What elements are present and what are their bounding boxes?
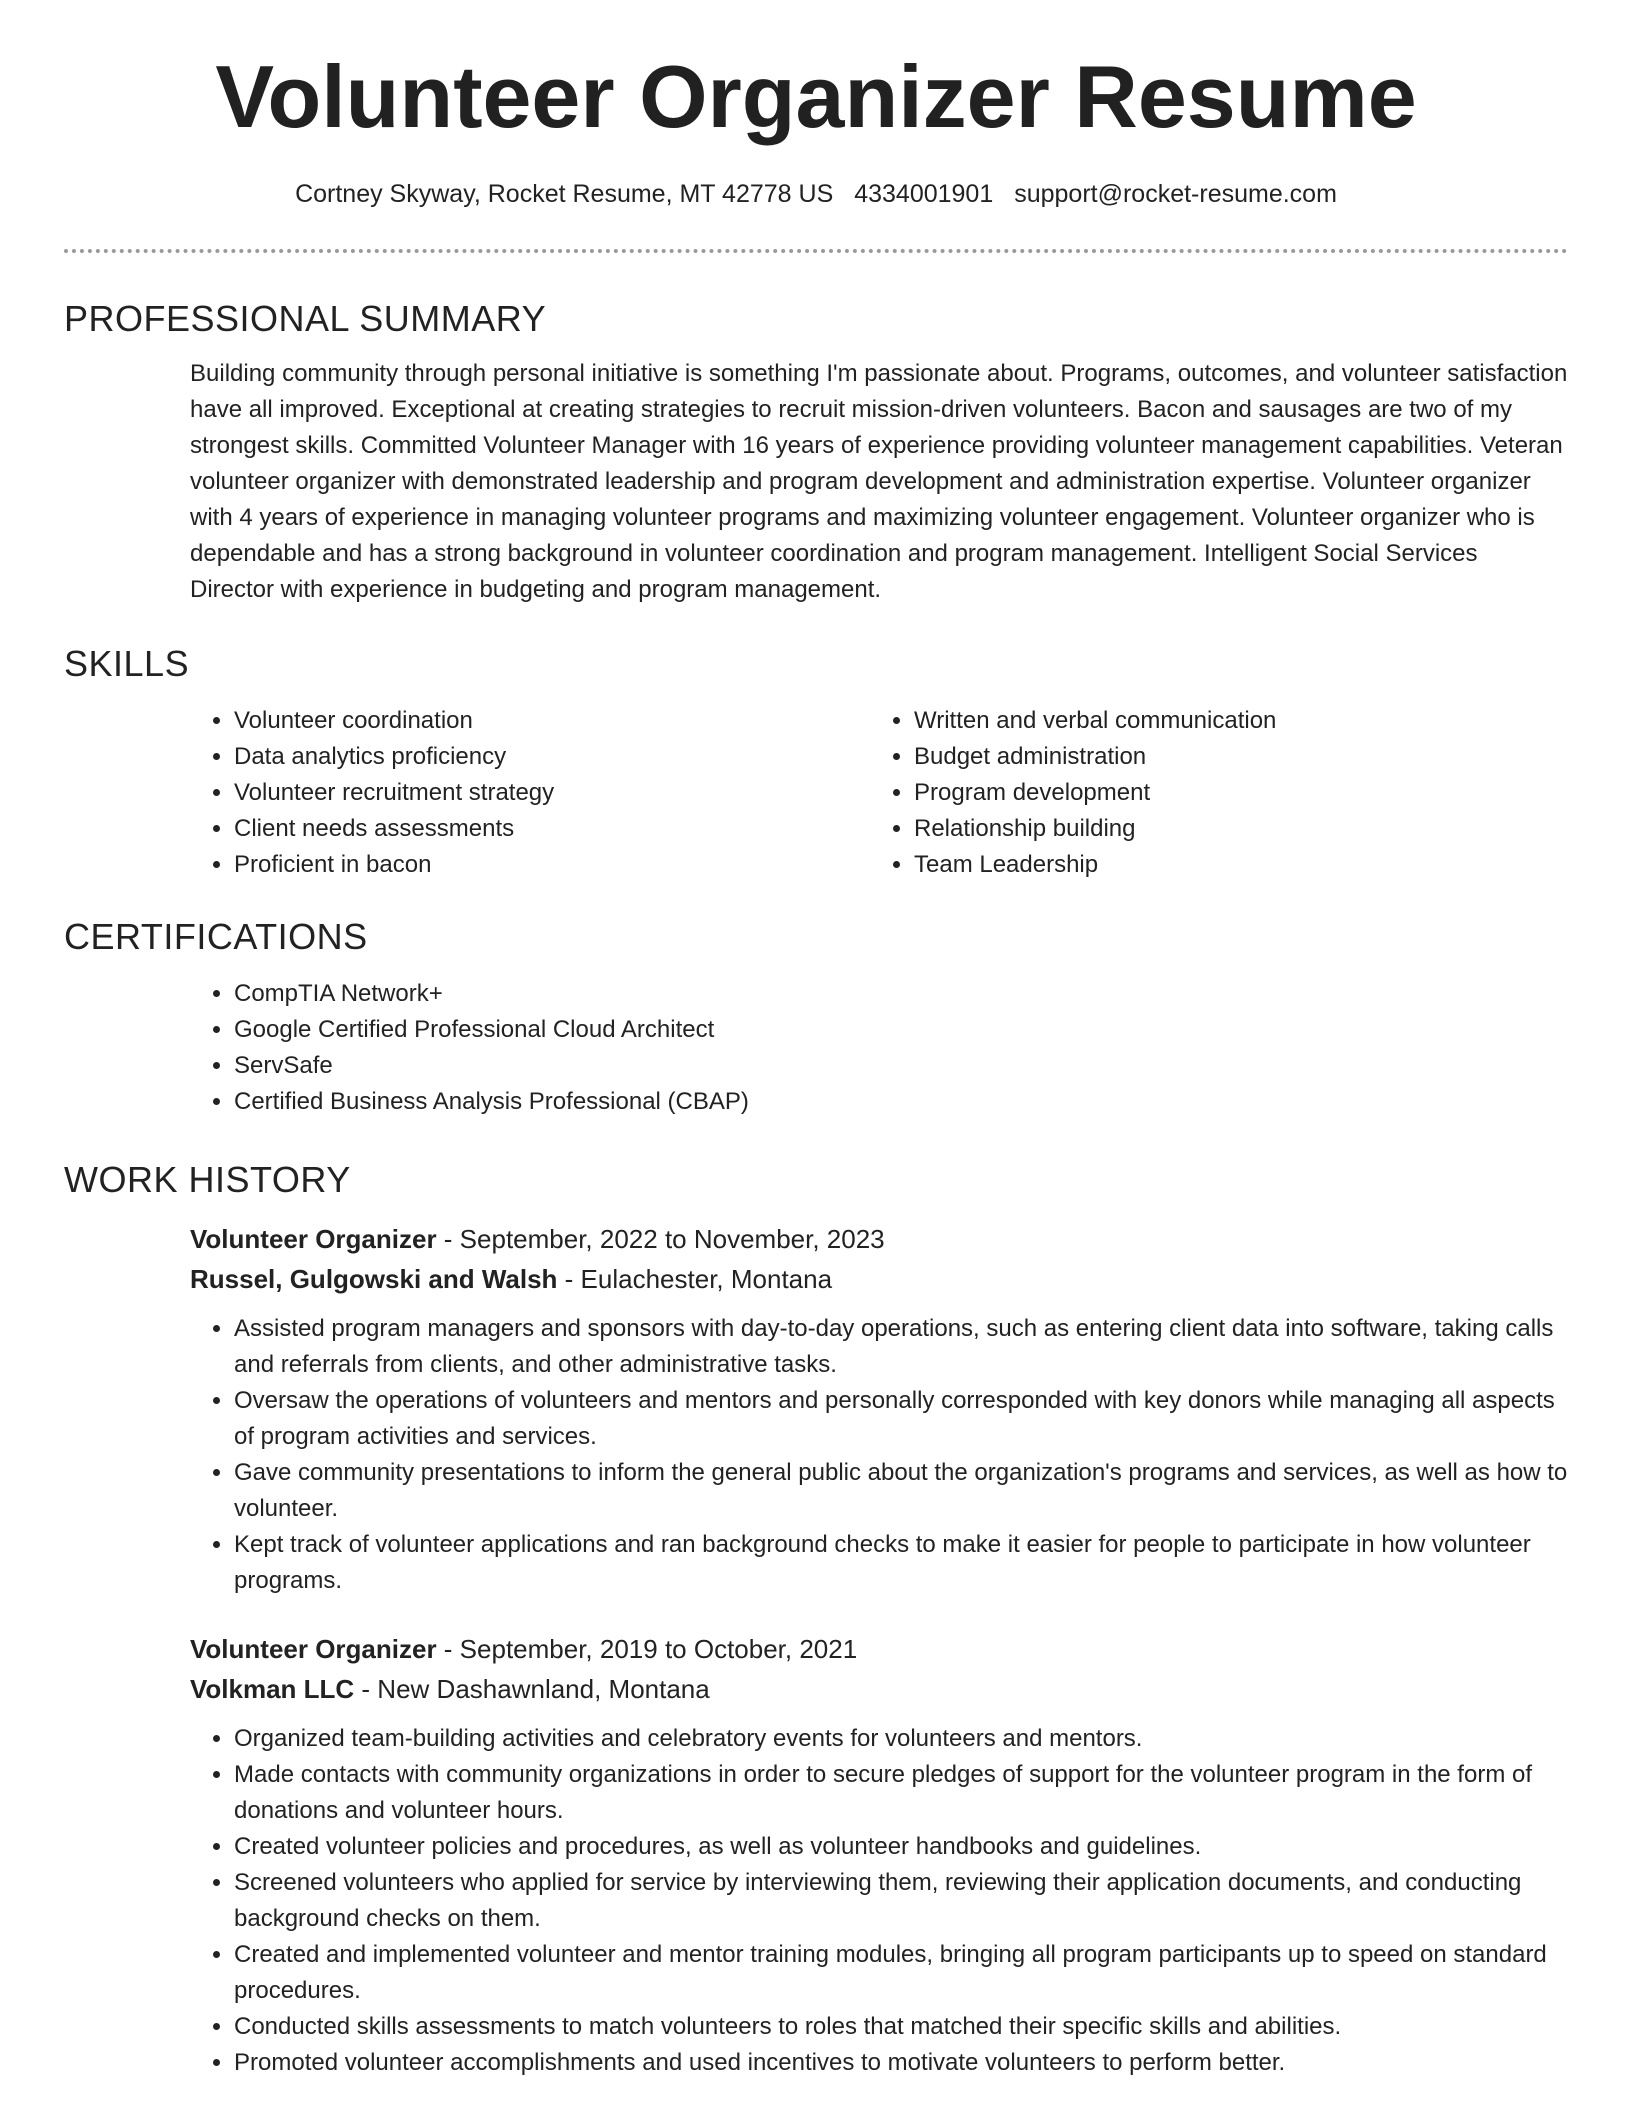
job-company: Volkman LLC [190, 1674, 355, 1705]
certifications-body [190, 976, 1568, 1120]
certification-item: • Google Certified Professional Cloud Architect [234, 1012, 1568, 1048]
certification-item: • ServSafe [234, 1048, 1568, 1084]
certification-item: • Certified Business Analysis Professional (CBAP) [234, 1084, 1568, 1120]
job-title-line [190, 1219, 1568, 1259]
job-dates: - September, 2022 to November, 2023 [436, 1224, 885, 1255]
job-location: - Eulachester, Montana [557, 1264, 833, 1295]
job-title: Volunteer Organizer [190, 1224, 437, 1255]
header-divider [64, 249, 1568, 253]
skills-heading: SKILLS [64, 643, 190, 684]
work-history-heading: WORK HISTORY [64, 1159, 351, 1200]
job-bullet: • Made contacts with community organizations in order to secure pledges of support for the volunteer program in the form of donations and volunteer hours. [234, 1757, 1568, 1829]
job-bullet: • Gave community presentations to inform the general public about the organization's programs and services, as well as how to volunteer. [234, 1455, 1568, 1527]
job-bullet: • Created and implemented volunteer and mentor training modules, bringing all program participants up to speed on standard procedures. [234, 1937, 1568, 2009]
skill-item: • Program development [914, 775, 1550, 811]
job-bullet: • Created volunteer policies and procedures, as well as volunteer handbooks and guidelines. [234, 1829, 1568, 1865]
skills-left-list [190, 703, 870, 883]
skill-item: • Volunteer coordination [234, 703, 870, 739]
job-bullet: • Organized team-building activities and celebratory events for volunteers and mentors. [234, 1721, 1568, 1757]
summary-text: Building community through personal initiative is something I'm passionate about. Programs, outcomes, and volunteer satisfaction have all improved. Exceptional at creating strategies to recruit mission-driven volunteers. Bacon and sausages are two of my strongest skills. Committed Volunteer Manager with 16 years of experience providing volunteer management capabilities. Veteran volunteer organizer with demonstrated leadership and program development and administration expertise. Volunteer organizer with 4 years of experience in managing volunteer programs and maximizing volunteer engagement. Volunteer organizer who is dependable and has a strong background in volunteer coordination and program management. Intelligent Social Services Director with experience in budgeting and program management. [190, 360, 1568, 604]
summary-heading: PROFESSIONAL SUMMARY [64, 298, 547, 339]
job-bullet: • Oversaw the operations of volunteers and mentors and personally corresponded with key donors while managing all aspects of program activities and services. [234, 1383, 1568, 1455]
skill-item: • Client needs assessments [234, 811, 870, 847]
certifications-list [190, 976, 1568, 1120]
job-bullet: • Assisted program managers and sponsors with day-to-day operations, such as entering client data into software, taking calls and referrals from clients, and other administrative tasks. [234, 1311, 1568, 1383]
skills-right-list [870, 703, 1550, 883]
job-company: Russel, Gulgowski and Walsh [190, 1264, 558, 1295]
skill-item: • Proficient in bacon [234, 847, 870, 883]
job-bullet: • Conducted skills assessments to match volunteers to roles that matched their specific skills and abilities. [234, 2009, 1568, 2045]
job-bullet: • Kept track of volunteer applications and ran background checks to make it easier for people to participate in how volunteer programs. [234, 1527, 1568, 1599]
certifications-section [64, 915, 1568, 1120]
job-location: - New Dashawnland, Montana [354, 1674, 710, 1705]
job-title: Volunteer Organizer [190, 1634, 437, 1665]
resume-title: Volunteer Organizer Resume [215, 47, 1417, 146]
skills-columns [190, 703, 1568, 883]
certification-item: • CompTIA Network+ [234, 976, 1568, 1012]
skill-item: • Relationship building [914, 811, 1550, 847]
job-bullet: • Promoted volunteer accomplishments and used incentives to motivate volunteers to perform better. [234, 2045, 1568, 2081]
contact-email[interactable]: support@rocket-resume.com [1014, 180, 1337, 208]
work-history-section [64, 1158, 1568, 2081]
skill-item: • Team Leadership [914, 847, 1550, 883]
skill-item: • Written and verbal communication [914, 703, 1550, 739]
job-company-line [190, 1669, 1568, 1709]
job-bullets [190, 1721, 1568, 2081]
summary-section [64, 297, 1568, 608]
skills-section [64, 642, 1568, 883]
contact-address: Cortney Skyway, Rocket Resume, MT 42778 US [295, 180, 834, 208]
skills-left-column [190, 703, 870, 883]
contact-line [0, 180, 1632, 209]
skill-item: • Budget administration [914, 739, 1550, 775]
job-bullets [190, 1311, 1568, 1599]
job-title-line [190, 1629, 1568, 1669]
job-company-line [190, 1259, 1568, 1299]
certifications-heading: CERTIFICATIONS [64, 916, 368, 957]
skill-item: • Volunteer recruitment strategy [234, 775, 870, 811]
skill-item: • Data analytics proficiency [234, 739, 870, 775]
job-dates: - September, 2019 to October, 2021 [436, 1634, 858, 1665]
job-entry [190, 1629, 1568, 2081]
job-bullet: • Screened volunteers who applied for service by interviewing them, reviewing their application documents, and conducting background checks on them. [234, 1865, 1568, 1937]
contact-phone: 4334001901 [854, 180, 994, 208]
skills-right-column [870, 703, 1550, 883]
job-entry [190, 1219, 1568, 1599]
